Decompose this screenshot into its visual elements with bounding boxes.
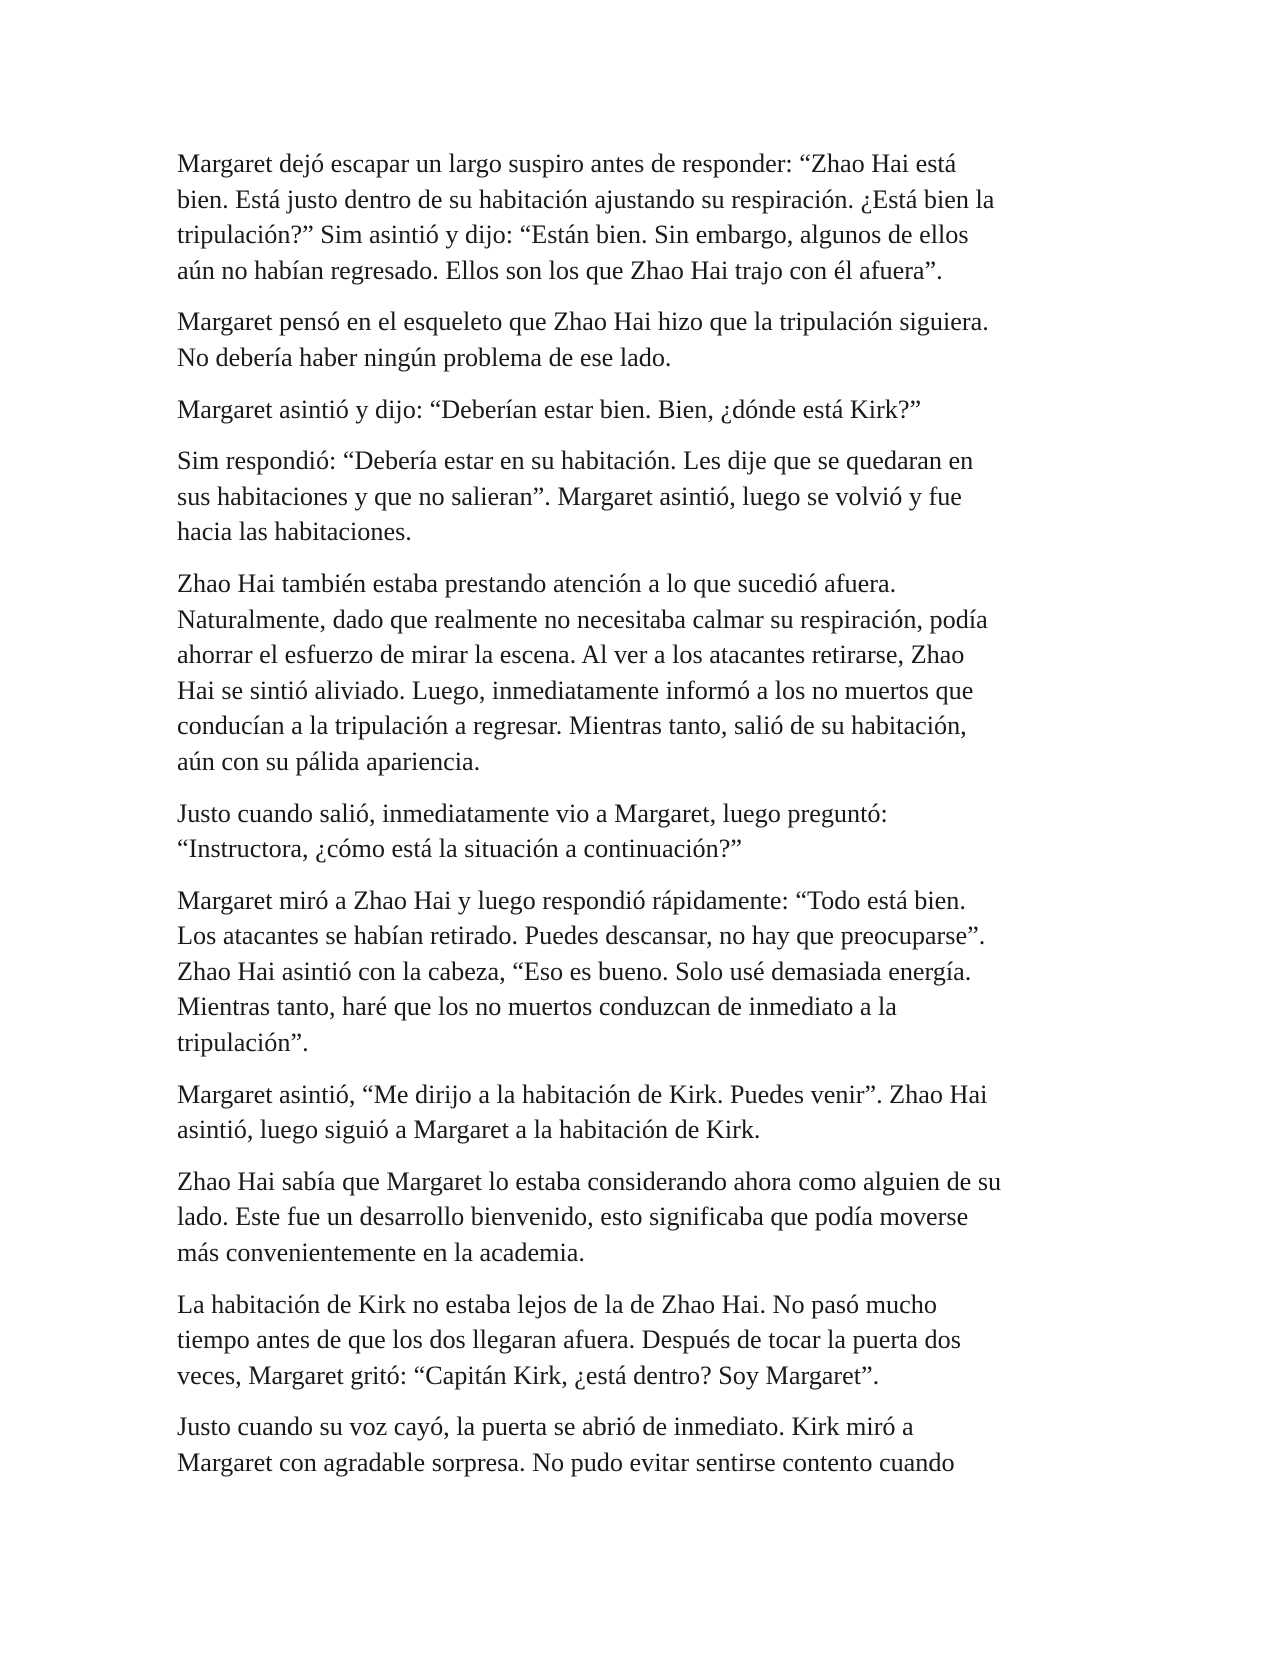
paragraph: Margaret asintió y dijo: “Deberían estar bien. Bien, ¿dónde está Kirk?” — [177, 394, 922, 424]
paragraph: Margaret asintió, “Me dirijo a la habitación de Kirk. Puedes venir”. Zhao Hai asintió, luego siguió a Margaret a la habitación de Kirk. — [177, 1079, 988, 1145]
paragraph: Sim respondió: “Debería estar en su habitación. Les dije que se quedaran en sus habitaciones y que no salieran”. Margaret asintió, luego se volvió y fue hacia las habitaciones. — [177, 446, 974, 547]
paragraph: Margaret pensó en el esqueleto que Zhao Hai hizo que la tripulación siguiera. No debería haber ningún problema de ese lado. — [177, 307, 989, 372]
document-body — [177, 146, 1107, 1497]
paragraph: La habitación de Kirk no estaba lejos de la de Zhao Hai. No pasó mucho tiempo antes de que los dos llegaran afuera. Después de tocar la puerta dos veces, Margaret gritó: “Capitán Kirk, ¿está dentro? Soy Margaret”. — [177, 1289, 961, 1390]
paragraph: Margaret miró a Zhao Hai y luego respondió rápidamente: “Todo está bien. Los atacantes se habían retirado. Puedes descansar, no hay que preocuparse”. Zhao Hai asintió con la cabeza, “Eso es bueno. Solo usé demasiada energía. Mientras tanto, haré que los no muertos conduzcan de inmediato a la tripulación”. — [177, 885, 986, 1058]
paragraph: Margaret dejó escapar un largo suspiro antes de responder: “Zhao Hai está bien. Está justo dentro de su habitación ajustando su respiración. ¿Está bien la tripulación?” Sim asintió y dijo: “Están bien. Sin embargo, algunos de ellos aún no habían regresado. Ellos son los que Zhao Hai trajo con él afuera”. — [177, 149, 995, 285]
paragraph: Zhao Hai sabía que Margaret lo estaba considerando ahora como alguien de su lado. Este fue un desarrollo bienvenido, esto significaba que podía moverse más convenientemente en la academia. — [177, 1166, 1002, 1268]
paragraph: Justo cuando salió, inmediatamente vio a Margaret, luego preguntó: “Instructora, ¿cómo está la situación a continuación?” — [177, 798, 888, 864]
paragraph: Justo cuando su voz cayó, la puerta se abrió de inmediato. Kirk miró a Margaret con agradable sorpresa. No pudo evitar sentirse contento cuando — [177, 1412, 955, 1477]
paragraph: Zhao Hai también estaba prestando atención a lo que sucedió afuera. Naturalmente, dado que realmente no necesitaba calmar su respiración, podía ahorrar el esfuerzo de mirar la escena. Al ver a los atacantes retirarse, Zhao Hai se sintió aliviado. Luego, inmediatamente informó a los no muertos que conducían a la tripulación a regresar. Mientras tanto, salió de su habitación, aún con su pálida apariencia. — [177, 568, 988, 776]
